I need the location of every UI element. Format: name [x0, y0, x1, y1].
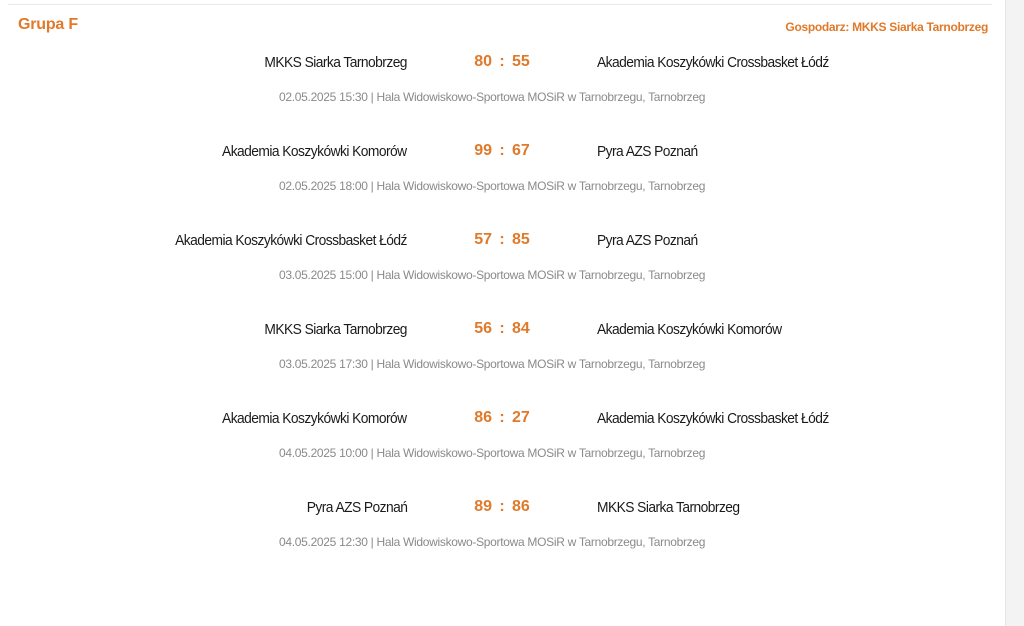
match-row [0, 495, 1004, 584]
match-line [0, 142, 1004, 164]
score [462, 142, 542, 160]
score-separator: : [499, 53, 505, 70]
match-line [0, 231, 1004, 253]
home-score: 99 [474, 142, 492, 159]
match-row [0, 228, 1004, 317]
home-team[interactable]: Akademia Koszykówki Komorów [222, 410, 407, 427]
away-score: 67 [512, 142, 530, 159]
score [462, 231, 542, 249]
score [462, 320, 542, 338]
away-team[interactable]: MKKS Siarka Tarnobrzeg [597, 499, 740, 516]
away-score: 86 [512, 498, 530, 515]
away-score: 85 [512, 231, 530, 248]
group-title: Grupa F [18, 16, 78, 33]
match-meta: 02.05.2025 15:30 | Hala Widowiskowo-Sportowa MOSiR w Tarnobrzegu, Tarnobrzeg [279, 90, 706, 104]
home-score: 56 [474, 320, 492, 337]
match-line [0, 409, 1004, 431]
score [462, 409, 542, 427]
match-line [0, 320, 1004, 342]
away-team[interactable]: Akademia Koszykówki Crossbasket Łódź [597, 410, 829, 427]
score-separator: : [499, 320, 505, 337]
away-team[interactable]: Akademia Koszykówki Komorów [597, 321, 782, 338]
score [462, 53, 542, 71]
match-row [0, 50, 1004, 139]
match-row [0, 139, 1004, 228]
top-divider [8, 4, 992, 5]
away-score: 84 [512, 320, 530, 337]
match-meta: 02.05.2025 18:00 | Hala Widowiskowo-Sportowa MOSiR w Tarnobrzegu, Tarnobrzeg [279, 179, 706, 193]
home-team[interactable]: MKKS Siarka Tarnobrzeg [264, 54, 407, 71]
match-row [0, 406, 1004, 495]
score-separator: : [499, 142, 505, 159]
score-separator: : [499, 498, 505, 515]
match-meta: 04.05.2025 10:00 | Hala Widowiskowo-Sportowa MOSiR w Tarnobrzegu, Tarnobrzeg [279, 446, 706, 460]
home-team[interactable]: Pyra AZS Poznań [306, 499, 407, 516]
score [462, 498, 542, 516]
home-score: 57 [474, 231, 492, 248]
match-meta: 03.05.2025 15:00 | Hala Widowiskowo-Sportowa MOSiR w Tarnobrzegu, Tarnobrzeg [279, 268, 706, 282]
match-line [0, 498, 1004, 520]
score-separator: : [499, 231, 505, 248]
home-team[interactable]: Akademia Koszykówki Komorów [222, 143, 407, 160]
match-meta: 04.05.2025 12:30 | Hala Widowiskowo-Sportowa MOSiR w Tarnobrzegu, Tarnobrzeg [279, 535, 706, 549]
home-score: 80 [474, 53, 492, 70]
home-score: 86 [474, 409, 492, 426]
match-list [0, 50, 1004, 584]
match-meta: 03.05.2025 17:30 | Hala Widowiskowo-Sportowa MOSiR w Tarnobrzegu, Tarnobrzeg [279, 357, 706, 371]
score-separator: : [499, 409, 505, 426]
scrollbar-track[interactable] [1005, 0, 1024, 626]
host-label: Gospodarz: MKKS Siarka Tarnobrzeg [785, 20, 988, 34]
away-team[interactable]: Pyra AZS Poznań [597, 232, 698, 249]
home-team[interactable]: MKKS Siarka Tarnobrzeg [264, 321, 407, 338]
away-score: 27 [512, 409, 530, 426]
match-row [0, 317, 1004, 406]
home-team[interactable]: Akademia Koszykówki Crossbasket Łódź [175, 232, 407, 249]
away-score: 55 [512, 53, 530, 70]
home-score: 89 [474, 498, 492, 515]
away-team[interactable]: Pyra AZS Poznań [597, 143, 698, 160]
away-team[interactable]: Akademia Koszykówki Crossbasket Łódź [597, 54, 829, 71]
match-line [0, 53, 1004, 75]
